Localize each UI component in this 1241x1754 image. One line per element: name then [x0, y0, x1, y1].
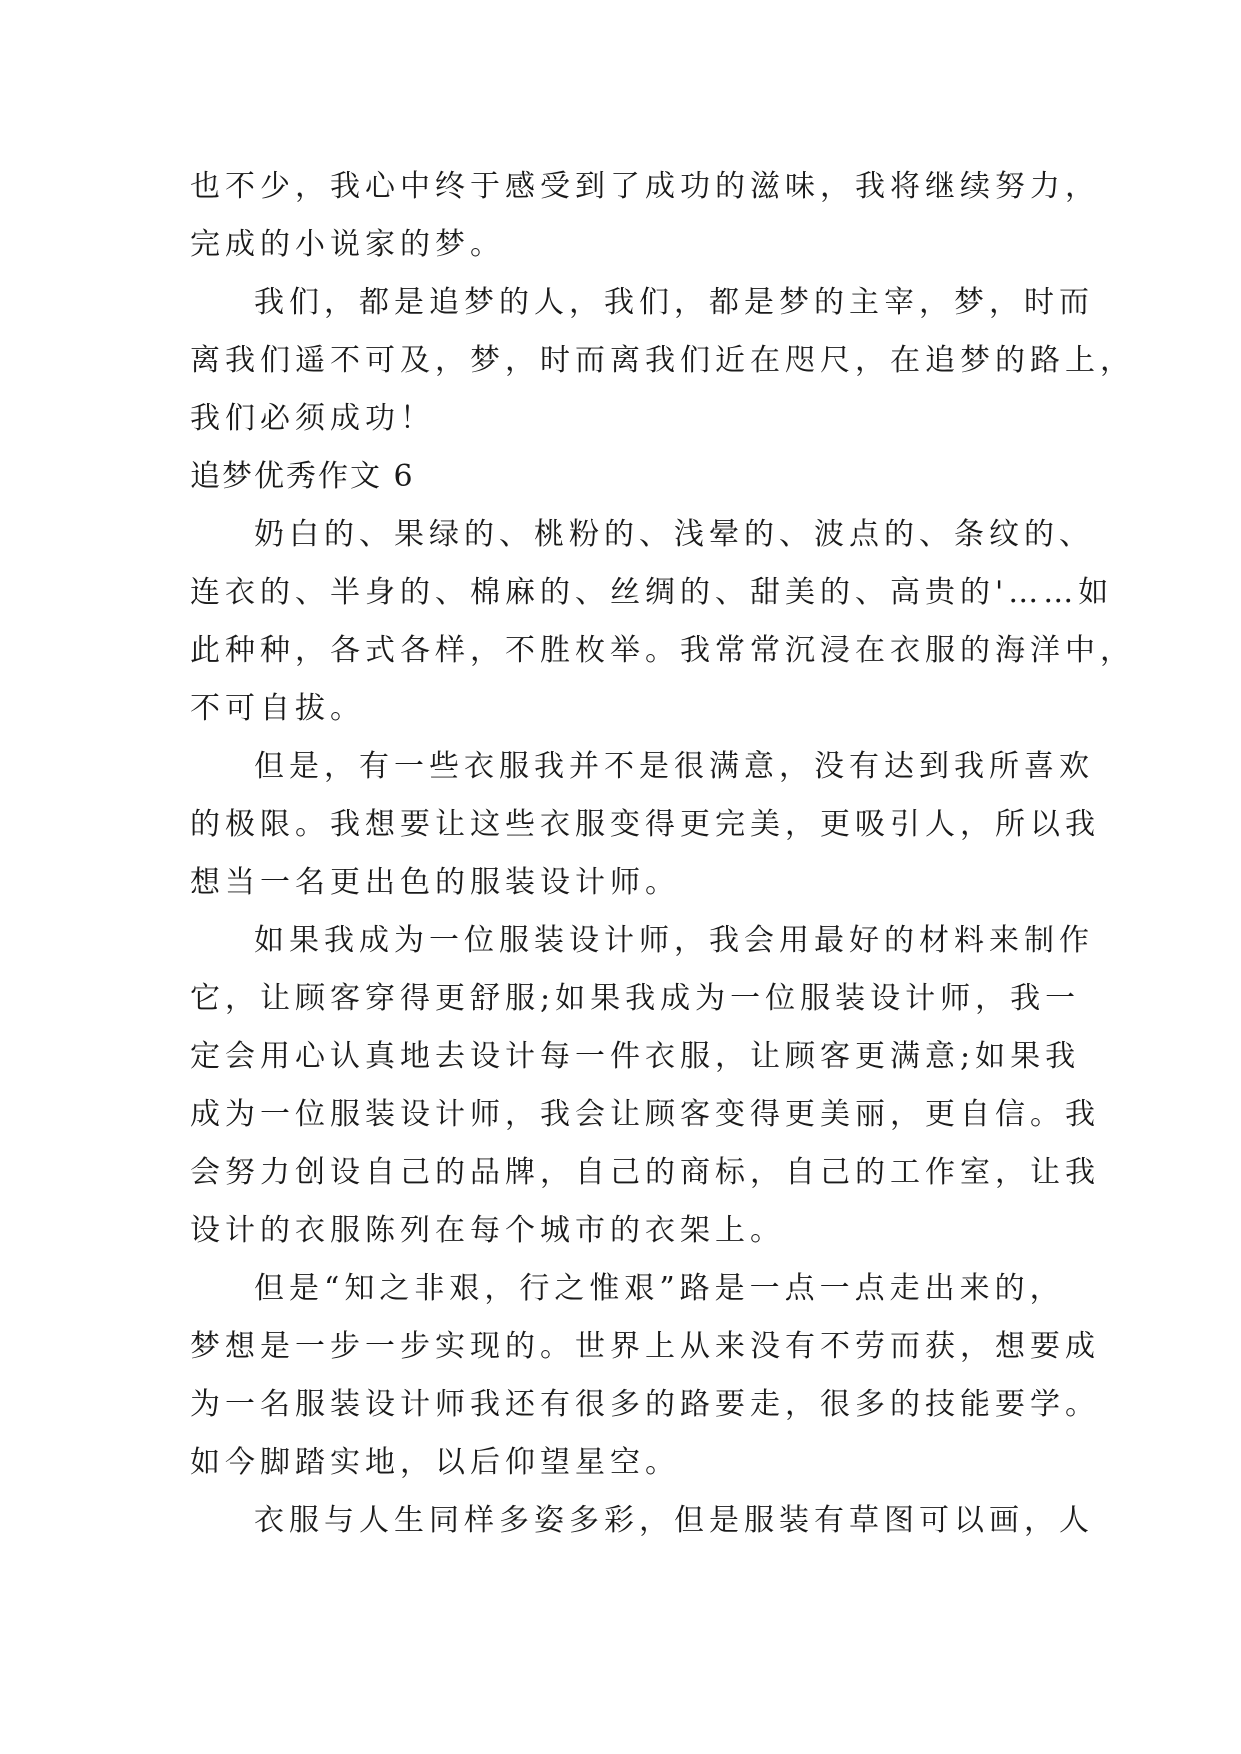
text-line: 设计的衣服陈列在每个城市的衣架上。 [190, 1213, 785, 1248]
paragraph-start-line: 但是，有一些衣服我并不是很满意，没有达到我所喜欢 [254, 749, 1094, 784]
paragraph-start-line: 衣服与人生同样多姿多彩，但是服装有草图可以画，人 [254, 1503, 1094, 1538]
text-line: 会努力创设自己的品牌，自己的商标，自己的工作室，让我 [190, 1155, 1100, 1190]
text-line: 连衣的、半身的、棉麻的、丝绸的、甜美的、高贵的'……如 [190, 575, 1114, 610]
text-line: 成为一位服装设计师，我会让顾客变得更美丽，更自信。我 [190, 1097, 1100, 1132]
text-line: 它，让顾客穿得更舒服;如果我成为一位服装设计师，我一 [190, 981, 1081, 1016]
text-line: 想当一名更出色的服装设计师。 [190, 865, 680, 900]
paragraph-start-line: 奶白的、果绿的、桃粉的、浅晕的、波点的、条纹的、 [254, 517, 1094, 552]
section-heading: 追梦优秀作文 6 [190, 459, 415, 494]
text-line: 离我们遥不可及，梦，时而离我们近在咫尺，在追梦的路上， [190, 343, 1135, 378]
text-line: 我们必须成功！ [190, 401, 435, 436]
text-line: 定会用心认真地去设计每一件衣服，让顾客更满意;如果我 [190, 1039, 1081, 1074]
paragraph-start-line: 我们，都是追梦的人，我们，都是梦的主宰，梦，时而 [254, 285, 1094, 320]
text-line: 为一名服装设计师我还有很多的路要走，很多的技能要学。 [190, 1387, 1100, 1422]
text-line: 也不少，我心中终于感受到了成功的滋味，我将继续努力， [190, 169, 1100, 204]
text-line: 完成的小说家的梦。 [190, 227, 505, 262]
text-line: 如今脚踏实地，以后仰望星空。 [190, 1445, 680, 1480]
text-line: 此种种，各式各样，不胜枚举。我常常沉浸在衣服的海洋中， [190, 633, 1135, 668]
text-line: 不可自拔。 [190, 691, 365, 726]
text-line: 的极限。我想要让这些衣服变得更完美，更吸引人，所以我 [190, 807, 1100, 842]
paragraph-start-line: 如果我成为一位服装设计师，我会用最好的材料来制作 [254, 923, 1094, 958]
paragraph-start-line: 但是“知之非艰，行之惟艰”路是一点一点走出来的， [254, 1271, 1065, 1306]
text-line: 梦想是一步一步实现的。世界上从来没有不劳而获，想要成 [190, 1329, 1100, 1364]
